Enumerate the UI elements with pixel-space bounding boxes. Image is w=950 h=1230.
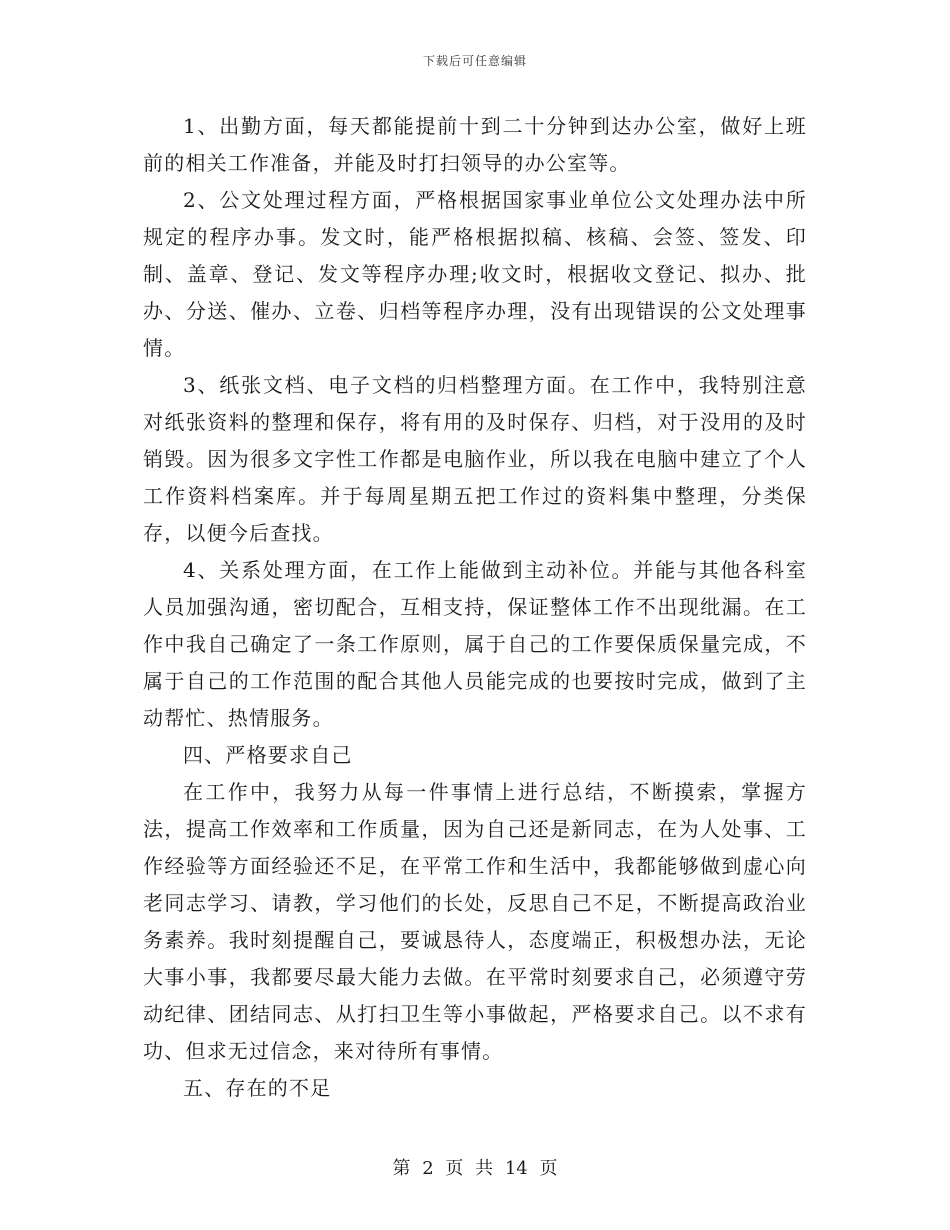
page-number-footer: 第 2 页 共 14 页: [392, 1158, 558, 1179]
document-body: [143, 108, 807, 1107]
section-heading-shortcomings: 五、存在的不足: [183, 1076, 332, 1100]
paragraph-archiving: 3、纸张文档、电子文档的归档整理方面。在工作中，我特别注意对纸张资料的整理和保存，将有用的及时保存、归档，对于没用的及时销毁。因为很多文字性工作都是电脑作业，所以我在电脑中建立了个人工作资料档案库。并于每周星期五把工作过的资料集中整理，分类保存，以便今后查找。: [143, 373, 807, 545]
paragraph-document-processing: 2、公文处理过程方面，严格根据国家事业单位公文处理办法中所规定的程序办事。发文时，能严格根据拟稿、核稿、会签、签发、印制、盖章、登记、发文等程序办理;收文时，根据收文登记、拟办、批办、分送、催办、立卷、归档等程序办理，没有出现错误的公文处理事情。: [143, 188, 807, 360]
paragraph-attendance: 1、出勤方面，每天都能提前十到二十分钟到达办公室，做好上班前的相关工作准备，并能及时打扫领导的办公室等。: [143, 114, 807, 175]
paragraph-relations: 4、关系处理方面，在工作上能做到主动补位。并能与其他各科室人员加强沟通，密切配合，互相支持，保证整体工作不出现纰漏。在工作中我自己确定了一条工作原则，属于自己的工作要保质保量完成，不属于自己的工作范围的配合其他人员能完成的也要按时完成，做到了主动帮忙、热情服务。: [143, 558, 807, 730]
paragraph-self-discipline: 在工作中，我努力从每一件事情上进行总结，不断摸索，掌握方法，提高工作效率和工作质量，因为自己还是新同志，在为人处事、工作经验等方面经验还不足，在平常工作和生活中，我都能够做到虚心向老同志学习、请教，学习他们的长处，反思自己不足，不断提高政治业务素养。我时刻提醒自己，要诚恳待人，态度端正，积极想办法，无论大事小事，我都要尽最大能力去做。在平常时刻要求自己，必须遵守劳动纪律、团结同志、从打扫卫生等小事做起，严格要求自己。以不求有功、但求无过信念，来对待所有事情。: [143, 780, 807, 1063]
page-header: 下载后可任意编辑: [422, 54, 527, 68]
section-heading-strict-requirements: 四、严格要求自己: [183, 743, 353, 767]
